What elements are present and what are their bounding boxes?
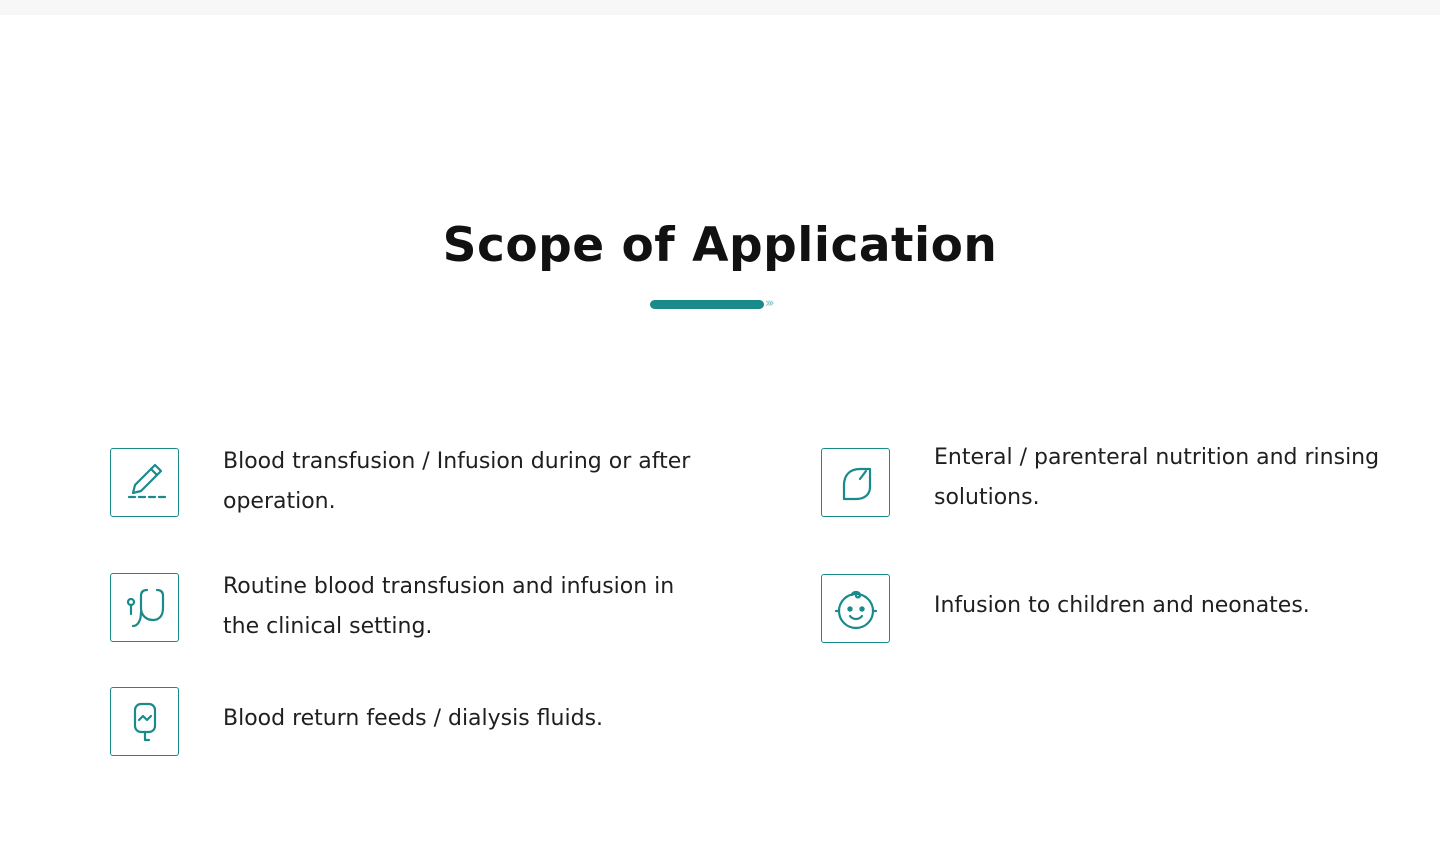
section-title: Scope of Application xyxy=(442,218,998,273)
baby-face-icon xyxy=(830,583,882,635)
underline-arrows: ››› xyxy=(765,296,772,311)
item-text: Routine blood transfusion and infusion in the clinical setting. xyxy=(223,574,675,639)
icon-box xyxy=(110,573,179,642)
stethoscope-icon xyxy=(119,582,171,634)
icon-box xyxy=(821,574,890,643)
item-text: Infusion to children and neonates. xyxy=(934,593,1310,618)
icon-box xyxy=(110,448,179,517)
top-nav-strip xyxy=(0,0,1440,15)
item-text: Blood return feeds / dialysis fluids. xyxy=(223,706,604,731)
nutrition-icon xyxy=(830,457,882,509)
item-text: Blood transfusion / Infusion during or after operation. xyxy=(223,449,691,514)
scalpel-icon xyxy=(119,457,171,509)
iv-bag-icon xyxy=(119,696,171,748)
icon-box xyxy=(821,448,890,517)
underline-bar xyxy=(650,300,764,309)
icon-box xyxy=(110,687,179,756)
item-text: Enteral / parenteral nutrition and rinsing solutions. xyxy=(934,445,1380,510)
title-underline xyxy=(650,296,790,311)
